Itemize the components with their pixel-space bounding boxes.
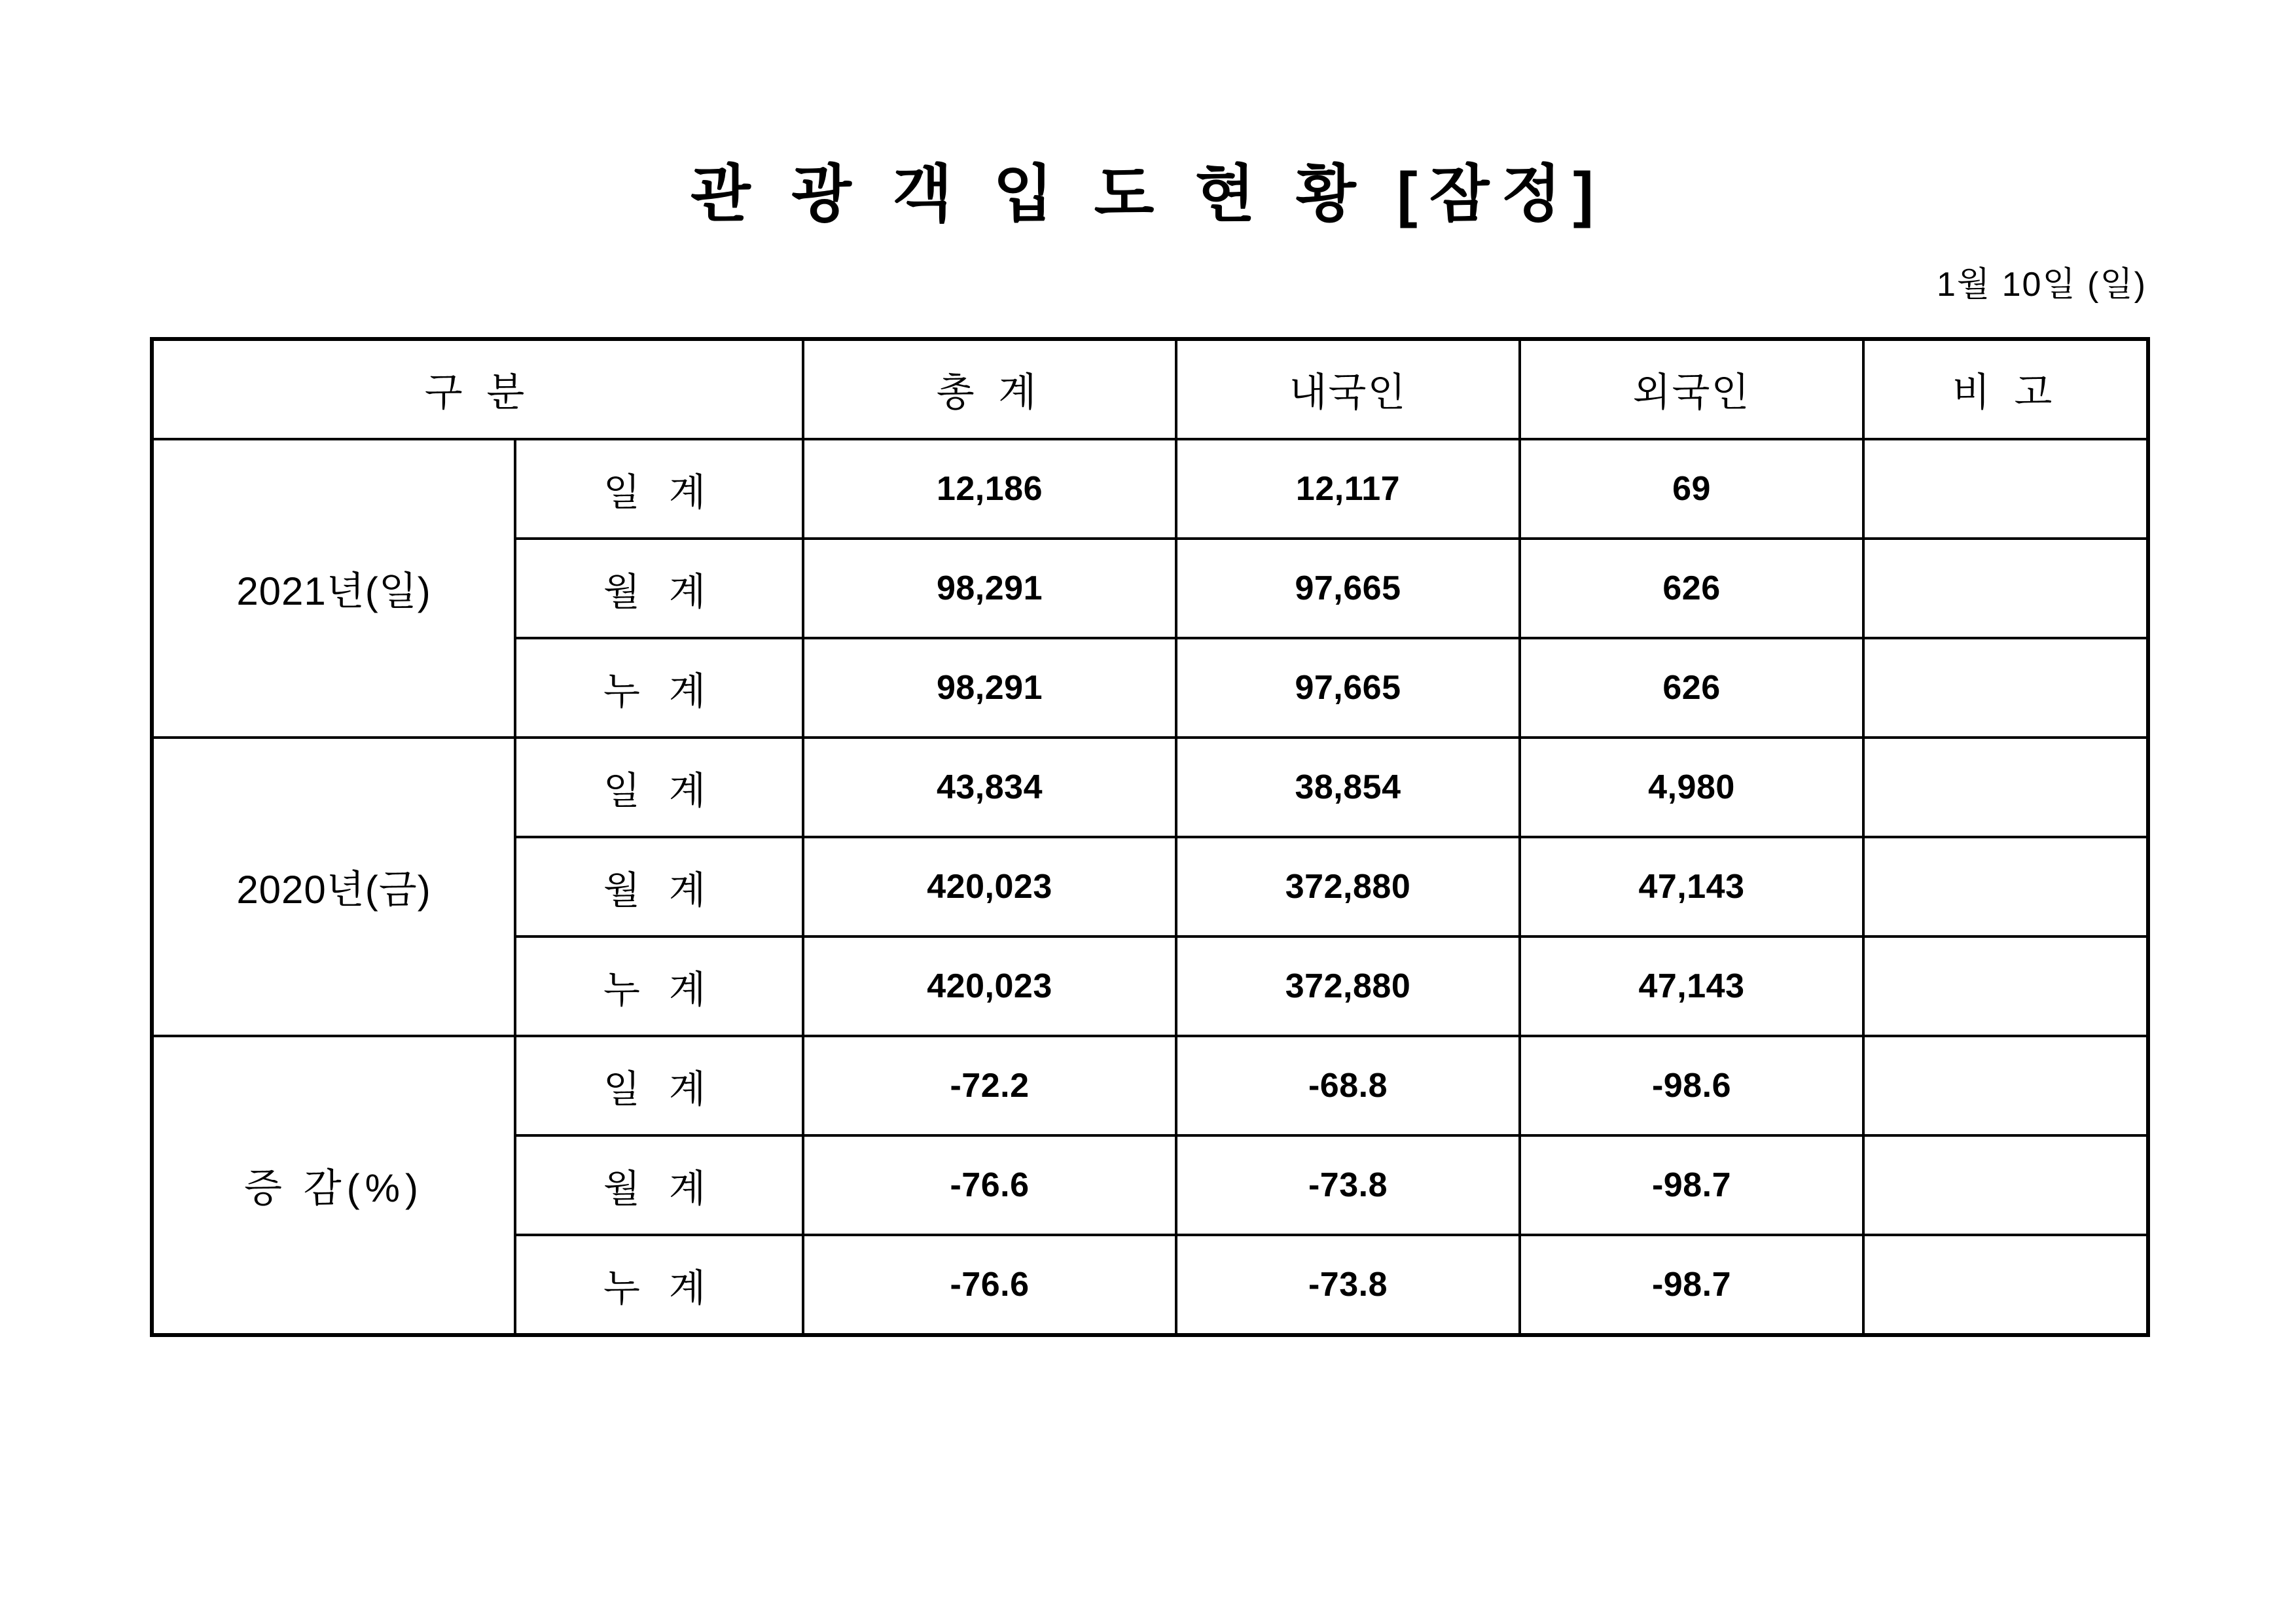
report-date: 1월 10일 (일): [1937, 265, 2147, 304]
row-sub-label: 일 계: [515, 439, 803, 539]
cell-foreign: 626: [1520, 638, 1863, 738]
cell-total: 420,023: [803, 936, 1176, 1036]
cell-domestic: 38,854: [1176, 738, 1520, 837]
cell-total: -76.6: [803, 1235, 1176, 1335]
cell-foreign: 69: [1520, 439, 1863, 539]
cell-note: [1863, 936, 2148, 1036]
header-note: 비 고: [1863, 339, 2148, 439]
cell-domestic: -68.8: [1176, 1036, 1520, 1135]
header-domestic: 내국인: [1176, 339, 1520, 439]
cell-foreign: 47,143: [1520, 936, 1863, 1036]
cell-foreign: 47,143: [1520, 837, 1863, 936]
header-total: 총 계: [803, 339, 1176, 439]
row-sub-label: 일 계: [515, 738, 803, 837]
row-sub-label: 누 계: [515, 1235, 803, 1335]
cell-total: 420,023: [803, 837, 1176, 936]
tourist-arrivals-table: [150, 337, 2150, 1337]
cell-note: [1863, 439, 2148, 539]
date-row: [0, 257, 2296, 306]
cell-domestic: -73.8: [1176, 1235, 1520, 1335]
table-header: [152, 339, 2148, 439]
row-sub-label: 월 계: [515, 539, 803, 638]
cell-note: [1863, 638, 2148, 738]
cell-domestic: 372,880: [1176, 936, 1520, 1036]
table-row: [152, 1036, 2148, 1135]
cell-domestic: 372,880: [1176, 837, 1520, 936]
cell-foreign: -98.7: [1520, 1235, 1863, 1335]
cell-note: [1863, 738, 2148, 837]
cell-note: [1863, 1235, 2148, 1335]
cell-note: [1863, 1036, 2148, 1135]
group-label-2021: 2021년(일): [152, 439, 515, 738]
group-label-change: 증 감(%): [152, 1036, 515, 1335]
table-header-row: [152, 339, 2148, 439]
row-sub-label: 일 계: [515, 1036, 803, 1135]
cell-total: 98,291: [803, 539, 1176, 638]
table-body: [152, 439, 2148, 1335]
cell-foreign: -98.6: [1520, 1036, 1863, 1135]
cell-note: [1863, 539, 2148, 638]
cell-domestic: -73.8: [1176, 1135, 1520, 1235]
cell-foreign: 4,980: [1520, 738, 1863, 837]
row-sub-label: 월 계: [515, 1135, 803, 1235]
statistics-table-wrapper: [150, 337, 2146, 1337]
cell-foreign: 626: [1520, 539, 1863, 638]
page-title: 관 광 객 입 도 현 황 [잠정]: [691, 160, 1605, 229]
cell-domestic: 12,117: [1176, 439, 1520, 539]
cell-total: 12,186: [803, 439, 1176, 539]
cell-total: 98,291: [803, 638, 1176, 738]
row-sub-label: 누 계: [515, 638, 803, 738]
cell-note: [1863, 1135, 2148, 1235]
row-sub-label: 월 계: [515, 837, 803, 936]
cell-note: [1863, 837, 2148, 936]
group-label-2020: 2020년(금): [152, 738, 515, 1036]
cell-domestic: 97,665: [1176, 539, 1520, 638]
cell-total: -72.2: [803, 1036, 1176, 1135]
row-sub-label: 누 계: [515, 936, 803, 1036]
header-division: 구 분: [152, 339, 803, 439]
cell-total: -76.6: [803, 1135, 1176, 1235]
table-row: [152, 439, 2148, 539]
cell-domestic: 97,665: [1176, 638, 1520, 738]
table-row: [152, 738, 2148, 837]
cell-total: 43,834: [803, 738, 1176, 837]
cell-foreign: -98.7: [1520, 1135, 1863, 1235]
header-foreign: 외국인: [1520, 339, 1863, 439]
